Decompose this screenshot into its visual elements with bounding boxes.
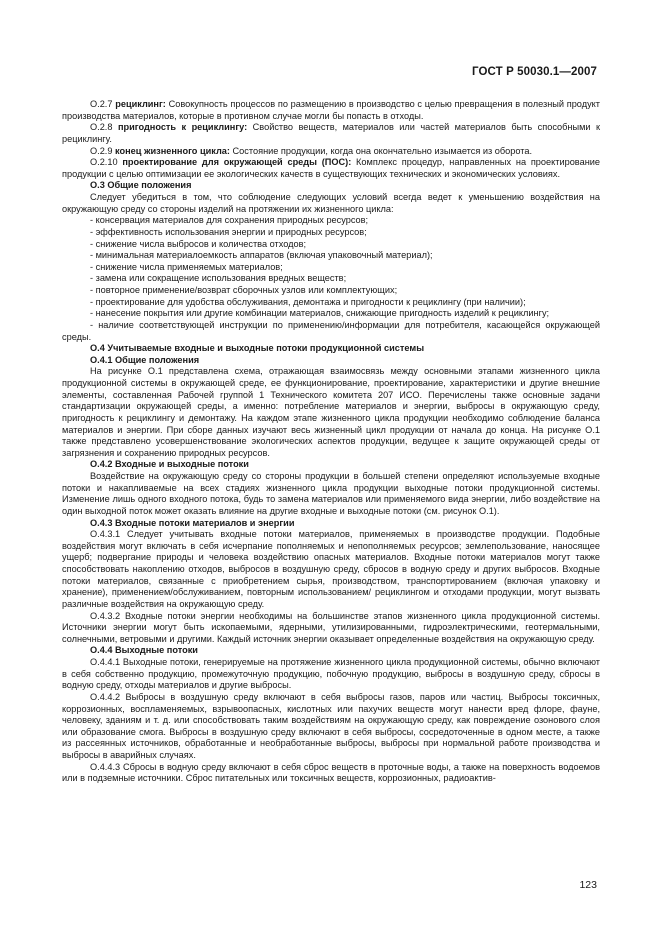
list-item: - проектирование для удобства обслуживания, демонтажа и пригодности к рециклингу (при наличии); (90, 296, 526, 307)
body-paragraph: На рисунке О.1 представлена схема, отражающая взаимосвязь между основными этапами жизненного цикла продукционной системы в окружающей среде, ее функционирование, проектирование, характеристики и другие внешние элементы, составленная Рабочей группой 1 Технического комитета 207 ИСО. Перечислены также основные задачи стандартизации окружающей среды, а именно: потребление материалов и энергии, выбросы в окружающую среду, пригодность к рециклингу и демонтажу. На каждом этапе жизненного цикла продукции необходимо соблюдение баланса материалов и энергии. При сборе данных изучают весь жизненный цикл продукции от начала до конца. На рисунке О.1 также представлено усовершенствование экологических аспектов продукции, ведущее к защите окружающей среды от загрязнения и сохранению природных ресурсов. (62, 366, 600, 458)
body-paragraph: О.4.3.2 Входные потоки энергии необходимы на большинстве этапов жизненного цикла продукционной системы. Источники энергии могут быть ископаемыми, ядерными, утилизированными, гидроэлектрическими, геотермальными, солнечными, ветровыми и другими. Каждый источник энергии оказывает определенные воздействия на окружающую среду. (62, 610, 600, 644)
document-body (62, 99, 600, 785)
section-heading: О.4 Учитываемые входные и выходные потоки продукционной системы (90, 343, 425, 354)
list-item: - замена или сокращение использования вредных веществ; (90, 273, 347, 284)
definition-paragraph (62, 122, 600, 145)
body-paragraph: О.4.4.3 Сбросы в водную среду включают в себя сброс веществ в проточные воды, а также на поверхность водоемов или в подземные источники. Сброс питательных или токсичных веществ, коррозионных, радиоактив- (62, 761, 600, 784)
section-heading: О.4.1 Общие положения (90, 354, 200, 365)
definition-paragraph (62, 157, 600, 180)
body-paragraph: О.4.3.1 Следует учитывать входные потоки материалов, применяемых в производстве продукции. Подобные воздействия могут включать в себя исчерпание пополняемых и непополняемых ресурсов; землепользование, наносящее ущерб; подвергание природы и человека воздействию опасных материалов. Входные потоки материалов могут также способствовать накоплению отходов, выбросов в воздушную среду, сбросов в водную среду и других выбросов. Входные потоки материалов, связанные с приобретением сырья, производством, транспортированием (включая упаковку и хранение), применением/обслуживанием, повторным использованием/ рециклингом и отходами продукции, могут вызвать различные воздействия на окружающую среду. (62, 529, 600, 609)
document-code-header: ГОСТ Р 50030.1—2007 (472, 66, 597, 78)
section-heading: О.3 Общие положения (90, 180, 192, 191)
list-item: - консервация материалов для сохранения природных ресурсов; (90, 215, 369, 226)
list-item: - снижение числа применяемых материалов; (90, 261, 283, 272)
section-heading: О.4.3 Входные потоки материалов и энергии (90, 517, 295, 528)
defined-term: пригодность к рециклингу: (117, 122, 248, 133)
defined-term: конец жизненного цикла: (115, 145, 230, 156)
section-heading: О.4.4 Выходные потоки (90, 645, 198, 656)
defined-term: рециклинг: (115, 99, 166, 109)
body-paragraph: Воздействие на окружающую среду со стороны продукции в большей степени определяют используемые входные потоки и накапливаемые на всех стадиях жизненного цикла продукции выходные потоки продукционной системы. Изменение лишь одного входного потока, будь то замена материалов или применяемого вида энергии, либо воздействие на один выходной поток может оказать влияние на другие входные и выходные потоки (см. рисунок О.1). (62, 471, 600, 516)
defined-term: проектирование для окружающей среды (ПОС): (122, 157, 352, 168)
list-item: - наличие соответствующей инструкции по применению/информации для потребителя, касающейся окружающей среды. (62, 319, 600, 342)
definition-paragraph (62, 99, 600, 122)
definition-text: Состояние продукции, когда она окончательно изымается из оборота. (229, 145, 533, 156)
list-item: - минимальная материалоемкость аппаратов (включая упаковочный материал); (90, 250, 433, 261)
list-item: - повторное применение/возврат сборочных узлов или комплектующих; (90, 285, 398, 295)
clause-number: О.2.10 (90, 157, 118, 168)
section-heading: О.4.2 Входные и выходные потоки (90, 459, 249, 470)
clause-number: О.2.9 (90, 145, 113, 156)
definition-text: Свойство веществ, материалов или частей материалов быть способными к рециклингу. (62, 122, 600, 144)
definition-text: Совокупность процессов по размещению в производство с целью превращения в полезный продукт производства материалов, которые в противном случае могли бы попасть в отходы. (62, 99, 601, 121)
body-paragraph: Следует убедиться в том, что соблюдение следующих условий всегда ведет к уменьшению воздействия на окружающую среду со стороны изделий на протяжении их жизненного цикла: (62, 192, 600, 214)
definition-text: Комплекс процедур, направленных на проектирование продукции с целью оптимизации ее экологических качеств в существующих технических и экономических условиях. (62, 157, 601, 179)
body-paragraph: О.4.4.2 Выбросы в воздушную среду включают в себя выбросы газов, паров или частиц. Выбросы токсичных, коррозионных, воспламеняемых, взрывоопасных, кислотных или пахучих веществ могут нанести вред флоре, фауне, человеку, зданиям и т. д. или способствовать таким воздействиям на окружающую среду, как повреждение озонового слоя или образование смога. Выбросы в воздушную среду включают в себя выбросы, сосредоточенные в одном месте, а также из рассеянных источников, обработанные и необработанные выбросы, выбросы при нормальной работе производства и выбросы в аварийных случаях. (62, 691, 600, 760)
definition-paragraph (62, 146, 600, 158)
body-paragraph: О.4.4.1 Выходные потоки, генерируемые на протяжение жизненного цикла продукционной системы, обычно включают в себя собственно продукцию, промежуточную продукцию, побочную продукцию, выбросы в воздушную среду, сбросы в водную среду, отходы материалов и другие выбросы. (62, 657, 600, 691)
clause-number: О.2.7 (90, 99, 113, 109)
list-item: - снижение числа выбросов и количества отходов; (90, 238, 307, 249)
clause-number: О.2.8 (90, 122, 113, 133)
list-item: - эффективность использования энергии и природных ресурсов; (90, 226, 367, 237)
list-item: - нанесение покрытия или другие комбинации материалов, снижающие пригодность изделий к рециклингу; (90, 308, 550, 319)
page-number: 123 (579, 879, 597, 891)
